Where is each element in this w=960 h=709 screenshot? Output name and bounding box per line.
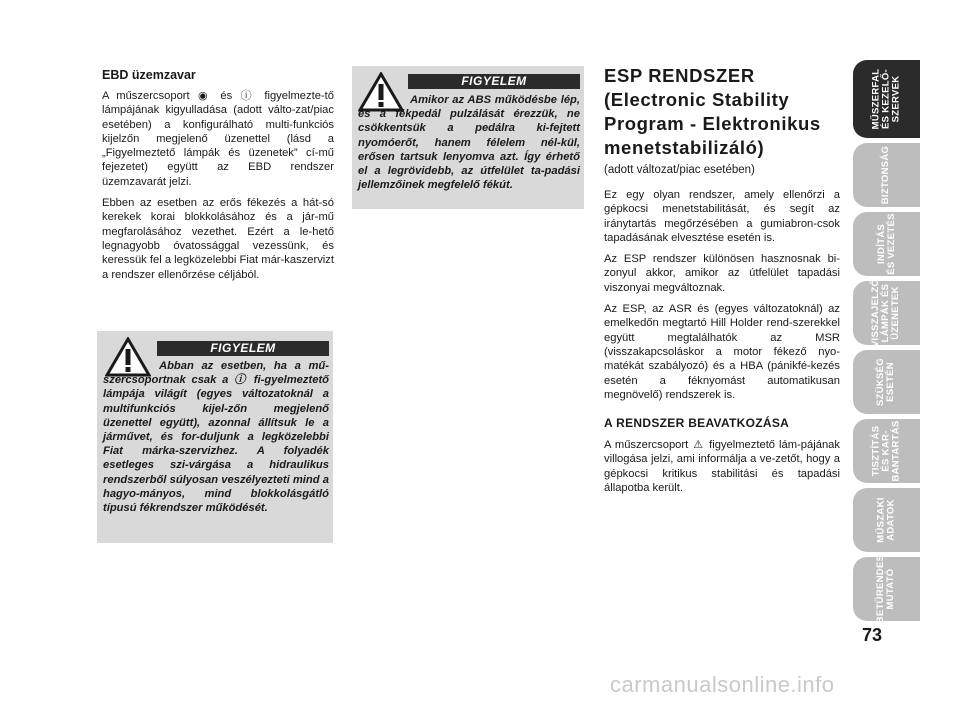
tab-label: SZÜKSÉG ESETÉN [875,357,897,407]
esp-paragraph-1: Ez egy olyan rendszer, amely ellenőrzi a gépkocsi menetstabilitását, és segít az iránytartás megőrzésében a gumiabron-csok tapadásának elvesztése esetén is. [604,189,840,244]
page-number: 73 [862,625,883,645]
brake-warning-icon: ⓘ [240,90,256,102]
esp-title [604,64,840,160]
tab-label: INDÍTÁS ÉS VEZETÉS [875,213,897,275]
tab-starting-driving[interactable] [853,212,920,276]
tab-index[interactable] [853,554,920,624]
tab-label: VISSZAJELZŐ LÁMPÁK ÉS ÜZENETEK [870,278,902,348]
esp-title-line-4: menetstabilizáló) [604,137,765,158]
esp-p4-post: figyelmeztető lám-pájának villogása jelzi, ami informálja a ve-zetőt, hogy a gépkocsi kritikus stabilitási és tapadási állapotba került. [604,439,840,495]
left-column [102,64,334,289]
ebd-p1-post: figyelmezte-tő lámpájának kigyulladása (adott válto-zat/piac esetében) a konfigurálható multi-funkciós kijelzőn megjelenő üzenettel (lásd a „Figyelmeztető lámpák és üzenetek” cí-mű fejezetet) együtt az EBD rendszer üzemzavarát jelzi. [102,90,334,188]
tab-label: MŰSZAKI ADATOK [875,497,897,543]
ebd-warning-icon: ◉ [198,90,212,102]
tab-emergency[interactable] [853,350,920,414]
ebd-p1-mid: és [220,90,233,102]
esp-warning-icon: ⚠ [693,439,705,452]
ebd-heading: EBD üzemzavar [102,68,196,82]
tab-safety[interactable] [853,143,920,207]
watermark: carmanualsonline.info [610,672,835,697]
esp-paragraph-3: Az ESP, az ASR és (egyes változatoknál) az emelkedőn megtartó Hill Holder rend-szerekkel együtt megtalálhatók az MSR (visszakapcsoláskor a motor fékező nyo-matékát szabályozó) és a HBA (pánikfé-kezés esetén a féknyomást automatikusan megnövelő) rendszerek is. [604,303,840,401]
tab-maintenance[interactable] [853,419,920,483]
tab-label: TISZTÍTÁS ÉS KAR- BANTARTÁS [870,420,902,482]
tab-instruments[interactable] [853,60,920,138]
warning-right-label: FIGYELEM [408,74,580,89]
section-heading: A RENDSZER BEAVATKOZÁSA [604,416,790,431]
tab-label: MŰSZERFAL ÉS KEZELŐ- SZERVEK [870,68,902,130]
esp-title-line-1: ESP RENDSZER [604,65,755,86]
tab-label: BETŰRENDES MUTATÓ [875,554,897,624]
warning-box-right [352,66,584,209]
tab-technical-data[interactable] [853,488,920,552]
esp-paragraph-2: Az ESP rendszer különösen hasznosnak bi-zonyul akkor, amikor az útfelület tapadási viszonyai megváltoznak. [604,253,840,294]
esp-title-line-2: (Electronic Stability [604,89,790,110]
esp-paragraph-4 [604,438,840,495]
warning-right-text: Amikor az ABS működésbe lép, és a fékpedál pulzálását érezzük, ne csökkentsük a pedálra ki-fejtett nyomóerőt, hanem félelem nél-kül, erősen tartsuk lenyomva azt. Így érhető el a legrövidebb, az útfelület ta-padási jellemzőinek megfelelő fékút. [358,94,580,192]
warning-left-text: Abban az esetben, ha a mű-szercsoportnak csak a ⓘ fi-gyelmeztető lámpája világít (egyes változatoknál a multifunkciós kijel-zőn megjelenő üzenettel együtt), azonnal állítsuk le a járművet, és for-duljunk a legközelebbi Fiat márka-szervizhez. A folyadék esetleges szi-várgása a hidraulikus rendszerből súlyosan veszélyezteti mind a hagyo-mányos, mind blokkolásgátló típusú fékrendszer működését. [103,360,329,515]
esp-subtitle: (adott változat/piac esetében) [604,164,755,176]
esp-p4-pre: A műszercsoport [604,439,689,452]
warning-left-label: FIGYELEM [157,341,329,356]
ebd-paragraph-2: Ebben az esetben az erős fékezés a hát-só kerekek korai blokkolásához és a jár-mű megfarolásához vezethet. Ezért a le-hető legnagyobb óvatossággal vezessünk, és keressük fel a legközelebbi Fiat már-kaszervizt a rendszer ellenőrzése céljából. [102,197,334,281]
tab-label: BIZTONSÁG [880,145,892,205]
ebd-paragraph-1 [102,89,334,189]
warning-box-left [97,331,333,543]
tab-warning-lights[interactable] [853,278,920,348]
right-column [604,64,840,502]
esp-title-line-3: Program - Elektronikus [604,113,821,134]
ebd-p1-pre: A műszercsoport [102,90,190,102]
